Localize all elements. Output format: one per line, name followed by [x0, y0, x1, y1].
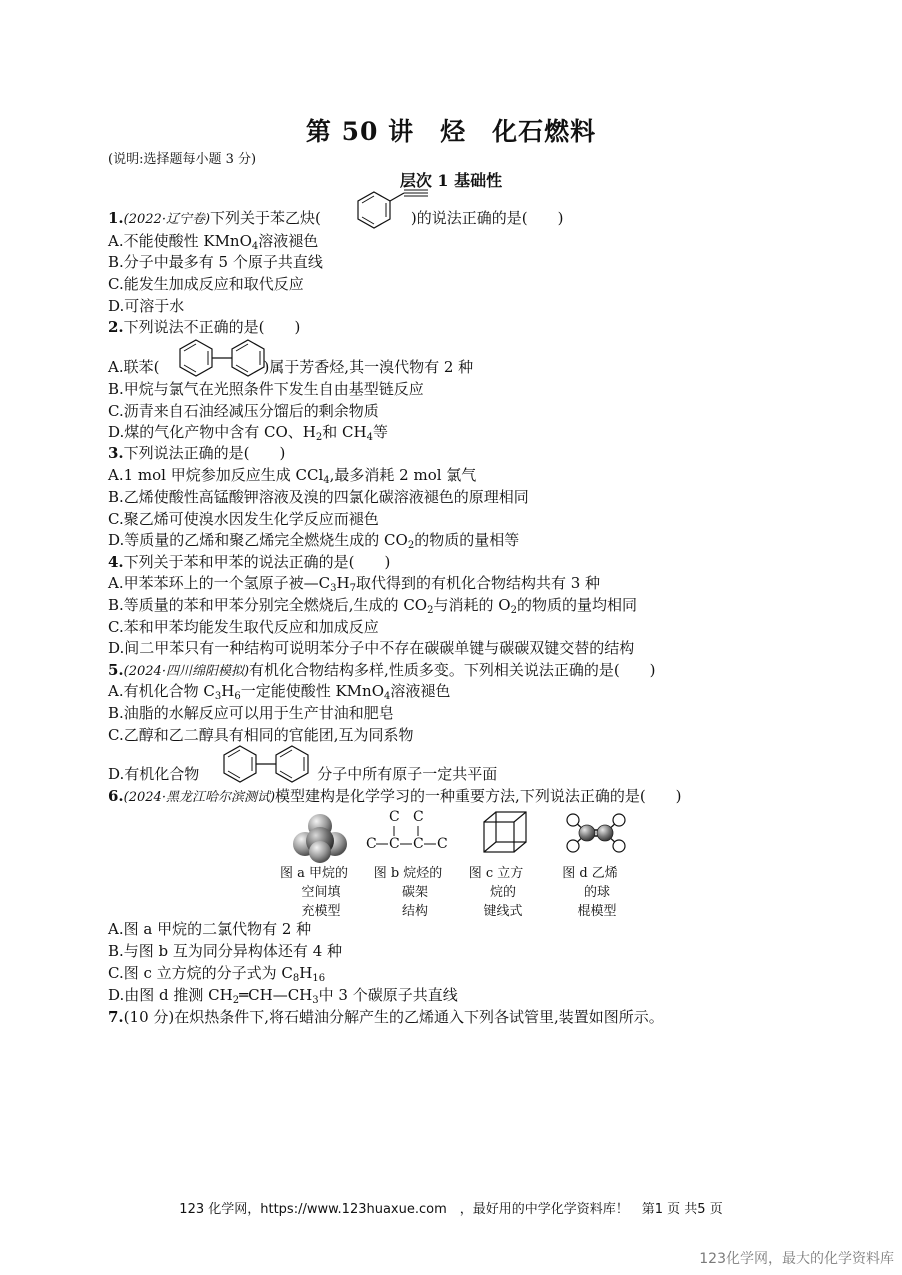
- q1-option-c[interactable]: C.能发生加成反应和取代反应: [108, 275, 304, 293]
- subscript: 4: [323, 475, 330, 486]
- option-text: 一定能使酸性 KMnO: [240, 682, 384, 700]
- option-text: A.1 mol 甲烷参加反应生成 CCl: [108, 466, 324, 484]
- caption-line: 空间填: [301, 885, 341, 900]
- q1-option-b[interactable]: B.分子中最多有 5 个原子共直线: [108, 253, 323, 271]
- carbon-atom-label: C: [389, 809, 400, 825]
- subscript: 3: [312, 995, 319, 1006]
- q1-option-a[interactable]: [108, 231, 318, 251]
- option-text: D.由图 d 推测 CH: [108, 986, 233, 1004]
- caption-line: 的球: [583, 885, 610, 900]
- question-source: (2022·辽宁卷): [123, 212, 211, 227]
- caption-line: 图 d 乙烯: [562, 866, 618, 881]
- q5-option-c[interactable]: C.乙醇和乙二醇具有相同的官能团,互为同系物: [108, 726, 414, 744]
- question-number: 4.: [108, 553, 124, 571]
- q3-option-d[interactable]: [108, 530, 519, 550]
- subscript: 4: [384, 691, 391, 702]
- figure-a-caption: [274, 864, 354, 921]
- stem-text: )的说法正确的是( ): [410, 209, 564, 227]
- option-text: 的物质的量相等: [414, 531, 520, 549]
- option-text: A.甲苯苯环上的一个氢原子被—C: [108, 574, 331, 592]
- option-text: A.联苯(: [108, 358, 160, 376]
- caption-line: 图 b 烷烃的: [373, 866, 443, 881]
- subscript: 3: [214, 691, 222, 702]
- question-number: 6.: [108, 787, 124, 805]
- subscript: 2: [510, 605, 517, 616]
- question-source: (2024·黑龙江哈尔滨测试): [123, 790, 276, 805]
- q4-option-a[interactable]: [108, 573, 600, 593]
- caption-line: 碳架: [401, 885, 428, 900]
- subscript: 16: [312, 973, 326, 984]
- watermark-text: 123化学网，最大的化学资料库: [699, 1251, 894, 1267]
- subscript: 4: [251, 241, 259, 252]
- option-text: H: [221, 682, 235, 700]
- cubane-skeletal-formula: [480, 808, 530, 856]
- stem-text: 下列说法正确的是( ): [123, 444, 286, 462]
- question-number: 1.: [108, 209, 124, 227]
- carbon-atom-label: C: [437, 836, 448, 852]
- caption-line: 图 a 甲烷的: [279, 866, 348, 881]
- subscript: 7: [349, 583, 356, 594]
- caption-line: 图 c 立方: [468, 866, 524, 881]
- page-title: 第 50 讲 烃 化石燃料: [305, 117, 597, 146]
- q2-option-b[interactable]: B.甲烷与氯气在光照条件下发生自由基型链反应: [108, 380, 424, 398]
- option-text: 取代得到的有机化合物结构共有 3 种: [355, 574, 601, 592]
- option-text: D.有机化合物: [108, 765, 200, 783]
- option-text: D.煤的气化产物中含有 CO、H: [108, 423, 316, 441]
- phenylacetylene-structure: [348, 188, 440, 230]
- option-text: H: [299, 964, 313, 982]
- caption-line: 烷的: [489, 885, 516, 900]
- biphenyl-structure-1: [170, 336, 276, 378]
- caption-line: 结构: [401, 904, 428, 919]
- q6-option-b[interactable]: B.与图 b 互为同分异构体还有 4 种: [108, 942, 343, 960]
- question-7-stem: [108, 1007, 664, 1027]
- q3-option-b[interactable]: B.乙烯使酸性高锰酸钾溶液及溴的四氯化碳溶液褪色的原理相同: [108, 488, 529, 506]
- question-number: 3.: [108, 444, 124, 462]
- figure-c-caption: [458, 864, 534, 921]
- question-source: (2024·四川绵阳模拟): [123, 664, 250, 679]
- carbon-atom-label: C: [366, 836, 377, 852]
- page-footer: 123 化学网，https://www.123huaxue.com ，最好用的中学化学资料库！ 第1 页 共5 页: [179, 1202, 723, 1217]
- section-heading: 层次 1 基础性: [399, 171, 503, 190]
- question-3-stem: [108, 443, 285, 463]
- option-text: 和 CH: [322, 423, 367, 441]
- q5-option-a[interactable]: [108, 681, 450, 701]
- subscript: 8: [292, 973, 300, 984]
- option-text: 与消耗的 O: [433, 596, 511, 614]
- ethylene-ball-and-stick-model: [563, 812, 629, 854]
- caption-line: 键线式: [483, 904, 523, 919]
- q2-option-d[interactable]: [108, 422, 388, 442]
- carbon-atom-label: C: [413, 809, 424, 825]
- q6-option-d[interactable]: [108, 985, 458, 1005]
- option-text: ═CH—CH: [239, 986, 313, 1004]
- question-6-stem: [108, 786, 682, 808]
- option-text: )属于芳香烃,其一溴代物有 2 种: [263, 358, 474, 376]
- carbon-atom-label: C: [413, 836, 424, 852]
- subscript: 3: [330, 583, 337, 594]
- stem-text: 有机化合物结构多样,性质多变。下列相关说法正确的是( ): [249, 661, 656, 679]
- stem-text: 下列关于苯乙炔(: [210, 209, 321, 227]
- figure-b-caption: [366, 864, 450, 921]
- scoring-note: (说明:选择题每小题 3 分): [108, 152, 257, 167]
- q3-option-a[interactable]: [108, 465, 476, 485]
- q3-option-c[interactable]: C.聚乙烯可使溴水因发生化学反应而褪色: [108, 510, 379, 528]
- option-text: 的物质的量均相同: [516, 596, 637, 614]
- question-5-stem: [108, 660, 656, 682]
- q5-option-b[interactable]: B.油脂的水解反应可以用于生产甘油和肥皂: [108, 704, 394, 722]
- option-text: H: [336, 574, 350, 592]
- q6-option-c[interactable]: [108, 963, 325, 983]
- subscript: 6: [234, 691, 241, 702]
- subscript: 2: [232, 995, 240, 1006]
- stem-text: 模型建构是化学学习的一种重要方法,下列说法正确的是( ): [275, 787, 682, 805]
- question-number: 2.: [108, 318, 124, 336]
- caption-line: 充模型: [301, 904, 341, 919]
- stem-text: 下列说法不正确的是( ): [123, 318, 301, 336]
- question-number: 5.: [108, 661, 124, 679]
- stem-text: 下列关于苯和甲苯的说法正确的是( ): [123, 553, 391, 571]
- option-text: C.图 c 立方烷的分子式为 C: [108, 964, 293, 982]
- option-text: 分子中所有原子一定共平面: [317, 765, 498, 783]
- subscript: 4: [366, 432, 373, 443]
- q2-option-c[interactable]: C.沥青来自石油经减压分馏后的剩余物质: [108, 402, 379, 420]
- option-text: D.等质量的乙烯和聚乙烯完全燃烧生成的 CO: [108, 531, 408, 549]
- biphenyl-structure-2: [214, 742, 320, 784]
- q4-option-c[interactable]: C.苯和甲苯均能发生取代反应和加成反应: [108, 618, 379, 636]
- subscript: 2: [407, 540, 415, 551]
- q4-option-b[interactable]: [108, 595, 637, 615]
- q1-option-d[interactable]: D.可溶于水: [108, 297, 185, 315]
- q2-option-a[interactable]: [108, 357, 473, 377]
- subscript: 2: [315, 432, 323, 443]
- caption-line: 棍模型: [577, 904, 617, 919]
- option-text: B.等质量的苯和甲苯分别完全燃烧后,生成的 CO: [108, 596, 428, 614]
- subscript: 2: [427, 605, 434, 616]
- option-text: 中 3 个碳原子共直线: [318, 986, 458, 1004]
- question-2-stem: [108, 317, 300, 337]
- option-text: A.不能使酸性 KMnO: [108, 232, 252, 250]
- option-text: A.有机化合物 C: [108, 682, 215, 700]
- option-text: 溶液褪色: [258, 232, 319, 250]
- question-number: 7.: [108, 1008, 124, 1026]
- figure-d-caption: [550, 864, 630, 921]
- carbon-atom-label: C: [389, 836, 400, 852]
- methane-space-filling-model: [292, 812, 348, 864]
- option-text: 溶液褪色: [390, 682, 451, 700]
- option-text: 等: [372, 423, 388, 441]
- q4-option-d[interactable]: D.间二甲苯只有一种结构可说明苯分子中不存在碳碳单键与碳碳双键交替的结构: [108, 639, 635, 657]
- stem-text: (10 分)在炽热条件下,将石蜡油分解产生的乙烯通入下列各试管里,装置如图所示。: [123, 1008, 664, 1026]
- question-1-stem: [108, 208, 563, 230]
- question-4-stem: [108, 552, 390, 572]
- option-text: ,最多消耗 2 mol 氯气: [329, 466, 477, 484]
- q6-option-a[interactable]: A.图 a 甲烷的二氯代物有 2 种: [108, 920, 312, 938]
